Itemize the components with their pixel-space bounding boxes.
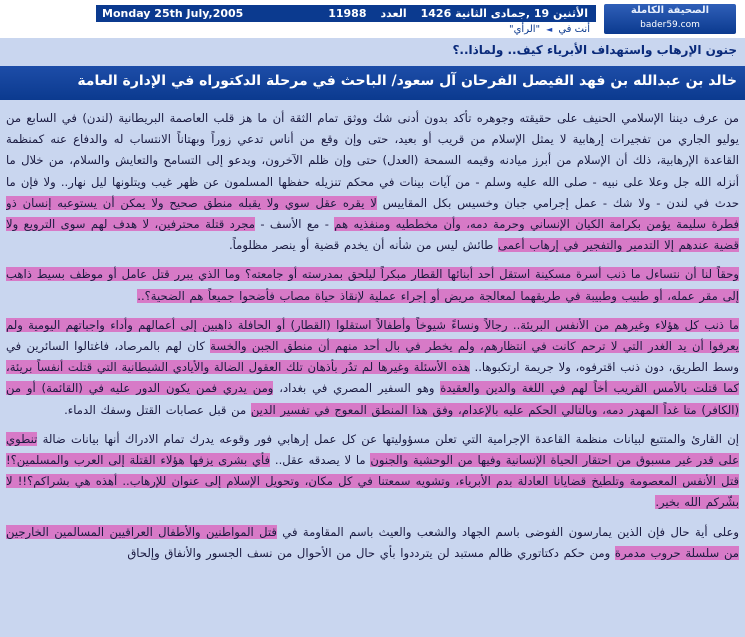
article-paragraph (6, 108, 739, 256)
breadcrumb-section[interactable]: "الرأي" (509, 24, 541, 35)
top-strip (0, 0, 745, 38)
date-bar (96, 5, 596, 22)
paragraph-text: - مع الأسف - (254, 217, 335, 232)
paragraph-text: وهو السفير المصري في بغداد، (273, 381, 441, 396)
highlighted-text: وحقاً لنا أن نتساءل ما ذنب أسرة مسكينة استقل أحد أبنائها القطار مبكراً ليلحق بمدرسته أو جامعته؟ وما الذي يبرر قتل عامل أو موظف بسيط ذاهب إلى مقر عمله، أو طبيب وطبيبة في طريقهما لمعالجة مريض أو إجراء عملية لإنقاذ حياة مصاب فأضحوا جميعاً هم الضحية؟.. (6, 267, 739, 303)
highlighted-text: ومن يدري فمن يكون الدور عليه في (القائمة) أو من (الكافر) متا غداً المهدر دمه، وبالتالي الحكم عليه بالإعدام، وفق هذا المنطق المعوج في تفسير الدين (6, 381, 739, 417)
hijri-date: الأثنين 19 ,جمادى الثانية 1426 (420, 7, 588, 20)
breadcrumb (340, 22, 590, 37)
highlighted-text: هذه الأسئلة وغيرها لم تدُر بأذهان تلك العقول الضالة والأيادي الشيطانية التي قتلت أنفساً بريئة، كما قتلت بالأمس القريب أخاً لهم في اللغة والدين والعقيدة (6, 360, 739, 396)
paragraph-text: طائش ليس من شأنه أن يخدم قضية أو ينصر مظلوماً. (228, 238, 499, 253)
paragraph-text: كان لهم بالمرصاد، فاغتالوا السائرين في وسط الطريق، دون ذنب اقترفوه، ولا جريمة ارتكبوها.. (6, 339, 739, 375)
author-line: خالد بن عبدالله بن فهد الفيصل الفرحان آل سعود/ الباحث في مرحلة الدكتوراه في الإدارة العامة (77, 73, 737, 89)
site-logo[interactable] (604, 4, 736, 34)
paragraph-text: من قبل عصابات القتل وسفك الدماء. (64, 402, 251, 417)
paragraph-text: إن القارئ والمتتبع لبيانات منظمة القاعدة الإجرامية التي تعلن مسؤوليتها عن كل عمل إرهابي فور وقوعه يدرك تمام الادراك أنها بيانات ضالة (37, 431, 739, 446)
article-subtitle: جنون الإرهاب واستهداف الأبرياء كيف.. ولماذا..؟ (452, 43, 737, 57)
logo-domain: bader59.com (640, 20, 700, 30)
issue-number: 11988 (328, 7, 367, 20)
highlighted-text: فأي بشرى يزفها هؤلاء القتلة إلى العرب والمسلمين؟! قتل الأنفس المعصومة وتلطيخ قضايانا العادلة بدم الأبرياء، وتشويه سمعتنا في كل مكان، وتحويل الإسلام إلى عنوان للإرهاب.. أهذه هي بشراكم؟!! لا بشّركم الله بخير. (6, 453, 739, 510)
highlighted-text: قتل المواطنين والأطفال العراقيين المسالمين الخارجين من سلسلة حروب مدمرة (6, 524, 739, 560)
highlighted-text: مجرد قتلة محترفين، لا هدف لهم سوى الترويع ولا قضية عندهم إلا التدمير والتفجير في إرهاب أعمى (6, 217, 739, 253)
gregorian-date: Monday 25th July,2005 (102, 7, 244, 20)
paragraph-text: وعلى أية حال فإن الذين يمارسون الفوضى باسم الجهاد والشعب والعيث باسم المقاومة في (276, 524, 739, 539)
chevron-left-icon: ◄ (546, 25, 553, 34)
highlighted-text: لا يقره عقل سوي ولا يقبله منطق صحيح ولا يمكن أن يستوعبه إنسان ذو فطرة سليمة يؤمن بكرامة الكيان الإنساني وحرمة دمه، وأن مخططيه ومنفذيه هم (6, 195, 739, 232)
breadcrumb-location: أنت في (558, 24, 590, 35)
logo-title: الصحيفة الكاملة (630, 5, 710, 16)
paragraph-text: من عرف ديننا الإسلامي الحنيف على حقيقته وجوهره تأكد بدون أدنى شك ووثق تمام الثقة أن ما هز قلب العاصمة البريطانية (لندن) في السابع من يوليو الجاري من تفجيرات إرهابية لا يمثل الإسلام من قريب أو بعيد، حتى وإن وقع من أناس تدعي زوراً وبهتاناً الانتساب له والدفاع عنه كمنظمة القاعدة الإرهابية، ذلك أن الإسلام من أبرز ميادنه وقيمه السمحة (العدل) حتى وإن ظلم الآخرون، ويدعو إلى التسامح والتعايش والسلام، من خلال ما أنزله الله جل وعلا على نبيه - صلى الله عليه وسلم - من آيات بينات في محكم تنزيله حفظها المسلمون عن ظهر غيب ويتلونها ليل نهار.. ولا فإن ما حدث في لندن - ولا شك - عمل إجرامي جبان وخسيس بكل المقاييس (6, 111, 739, 210)
author-band (0, 66, 745, 100)
highlighted-text: ما ذنب كل هؤلاء وغيرهم من الأنفس البريئة.. رجالاً ونساءً شيوخاً وأطفالاً استقلوا (القطار) أو الحافلة ذاهبين إلى أعمالهم وأداء واجباتهم اليومية ولم يعرفوا أن يد الغدر التي لا ترحم كانت في انتظارهم، ولم يخطر في بال أحد منهم أن منطق الجبن والخسة (6, 317, 739, 354)
issue-label: العدد (380, 7, 407, 20)
article-paragraph (6, 522, 739, 564)
article-paragraph (6, 264, 739, 306)
paragraph-text: ومن حكم دكتاتوري ظالم مستبد لن يترددوا بأي حال من الأحوال من نسف الجسور والأنفاق وإلحاق (127, 545, 615, 560)
article-paragraph (6, 315, 739, 421)
highlighted-text: تنطوي على قدر غير مسبوق من احتقار الحياة الإنسانية وفيها من الوحشية والجنون (6, 431, 739, 468)
paragraph-text: ما لا يصدقه عقل.. (270, 453, 371, 468)
article-header (0, 38, 745, 102)
article-body (6, 108, 739, 637)
article-paragraph (6, 429, 739, 514)
